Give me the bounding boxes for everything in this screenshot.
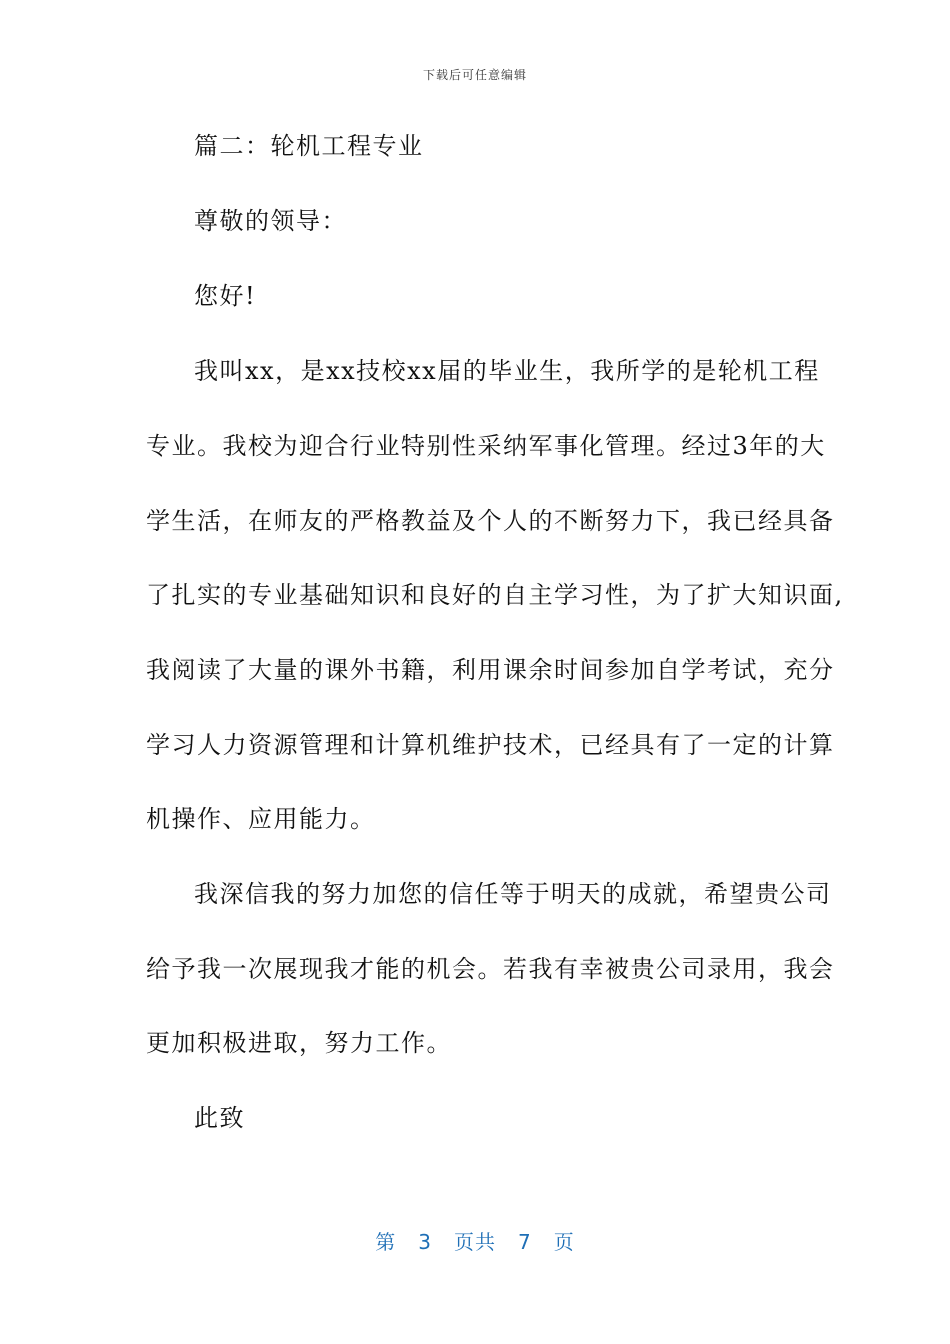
paragraph2-line: 更加积极进取，努力工作。 [146,1029,452,1057]
paragraph1-line: 学生活，在师友的严格教益及个人的不断努力下，我已经具备 [146,507,835,535]
footer-middle: 页共 [454,1230,496,1254]
header-note: 下载后可任意编辑 [422,68,527,82]
footer-prefix: 第 [375,1230,397,1254]
footer-suffix: 页 [553,1230,575,1254]
paragraph2-line: 我深信我的努力加您的信任等于明天的成就，希望贵公司 [194,880,832,908]
paragraph1-line: 我叫xx，是xx技校xx届的毕业生，我所学的是轮机工程 [194,357,820,385]
current-page-number: 3 [418,1230,432,1254]
salutation: 尊敬的领导： [194,207,347,235]
paragraph2-line: 给予我一次展现我才能的机会。若我有幸被贵公司录用，我会 [146,955,835,983]
paragraph1-line: 机操作、应用能力。 [146,805,376,833]
paragraph1-line: 专业。我校为迎合行业特别性采纳军事化管理。经过3年的大 [146,432,826,460]
paragraph1-line: 学习人力资源管理和计算机维护技术，已经具有了一定的计算 [146,731,835,759]
total-pages-number: 7 [518,1230,532,1254]
paragraph1-line: 了扎实的专业基础知识和良好的自主学习性，为了扩大知识面, [146,581,844,609]
greeting: 您好! [194,282,257,310]
paragraph1-line: 我阅读了大量的课外书籍，利用课余时间参加自学考试，充分 [146,656,835,684]
closing: 此致 [194,1104,245,1132]
page-footer [0,1226,950,1255]
section-title: 篇二：轮机工程专业 [194,132,424,160]
